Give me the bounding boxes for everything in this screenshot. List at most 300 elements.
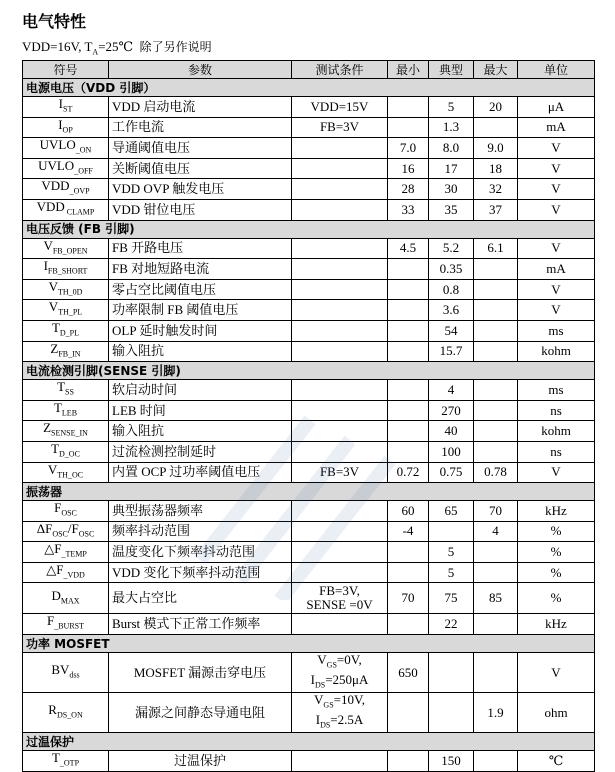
symbol-main: UVLO [39, 137, 76, 153]
min-cell [388, 279, 429, 300]
unit-cell: V [518, 653, 595, 693]
symbol-cell [23, 380, 109, 401]
conditions-cell [292, 501, 388, 522]
symbol-cell [23, 400, 109, 421]
conditions-cell: VDD=15V [292, 97, 388, 118]
parameter-cell: MOSFET 漏源击穿电压 [109, 653, 292, 693]
symbol-sub: LEB [61, 408, 78, 418]
symbol-sub: D_OC [59, 449, 80, 459]
typ-cell: 54 [429, 320, 474, 341]
unit-cell: ns [518, 400, 595, 421]
symbol-cell [23, 583, 109, 614]
typ-cell [429, 693, 474, 733]
cond-sub: A [92, 47, 99, 57]
typ-cell: 30 [429, 179, 474, 200]
symbol-main: BV [51, 661, 70, 677]
symbol-main: D [51, 587, 61, 603]
electrical-characteristics-table [22, 60, 595, 772]
conditions-cell [292, 562, 388, 583]
typ-cell: 3.6 [429, 300, 474, 321]
col-typ: 典型 [429, 61, 474, 79]
symbol-cell [23, 693, 109, 733]
symbol-main: T [57, 379, 66, 395]
typ-cell: 100 [429, 441, 474, 462]
symbol-main: Z [50, 341, 59, 356]
symbol-main: △F [46, 562, 64, 577]
parameter-cell: 输入阻抗 [109, 421, 292, 442]
symbol-cell [23, 179, 109, 200]
symbol-main: △F [44, 541, 62, 557]
unit-cell: % [518, 562, 595, 583]
unit-cell: ℃ [518, 751, 595, 772]
table-row [23, 542, 595, 563]
section-title: 过温保护 [23, 733, 595, 751]
unit-cell: kHz [518, 614, 595, 635]
typ-cell: 150 [429, 751, 474, 772]
min-cell: 70 [388, 583, 429, 614]
max-cell [474, 614, 518, 635]
parameter-cell: 频率抖动范围 [109, 521, 292, 542]
table-row [23, 614, 595, 635]
symbol-main: F [54, 500, 62, 516]
condition-sub: GS [326, 660, 337, 670]
symbol-cell [23, 562, 109, 583]
symbol-main: VDD [36, 199, 65, 214]
condition-line [295, 713, 384, 733]
table-row [23, 179, 595, 200]
table-row [23, 300, 595, 321]
min-cell [388, 300, 429, 321]
unit-cell: kohm [518, 341, 595, 362]
min-cell: 4.5 [388, 238, 429, 259]
symbol-sub: TH_OC [57, 470, 84, 480]
condition-line: FB=3V, [319, 583, 360, 599]
symbol-sub: SS [65, 387, 74, 397]
symbol-main: R [48, 702, 57, 718]
table-row [23, 320, 595, 341]
symbol-sub: FB_IN [58, 349, 81, 359]
condition-text: I [310, 671, 315, 687]
parameter-cell: 功率限制 FB 阈值电压 [109, 300, 292, 321]
table-row [23, 400, 595, 421]
typ-cell: 0.35 [429, 259, 474, 280]
symbol-cell [23, 462, 109, 483]
max-cell [474, 380, 518, 401]
condition-text: V [314, 692, 324, 708]
symbol-sub: SENSE_IN [51, 428, 88, 438]
typ-cell: 0.75 [429, 462, 474, 483]
symbol-cell [23, 751, 109, 772]
col-unit: 单位 [518, 61, 595, 79]
conditions-cell [292, 158, 388, 179]
section-header-row [23, 483, 595, 501]
section-title: 振荡器 [23, 483, 595, 501]
conditions-cell [292, 199, 388, 220]
table-row [23, 117, 595, 138]
symbol-main-2: /F [67, 521, 79, 536]
symbol-cell [23, 501, 109, 522]
conditions-cell [292, 693, 388, 733]
symbol-sub: _OFF [74, 166, 93, 176]
unit-cell: V [518, 179, 595, 200]
condition-text: =2.5A [330, 711, 364, 727]
typ-cell: 22 [429, 614, 474, 635]
typ-cell: 5.2 [429, 238, 474, 259]
condition-sub: DS [314, 680, 326, 690]
table-row [23, 501, 595, 522]
symbol-main: V [48, 279, 58, 294]
max-cell [474, 653, 518, 693]
table-row [23, 751, 595, 772]
min-cell [388, 97, 429, 118]
max-cell: 37 [474, 199, 518, 220]
parameter-cell: 温度变化下频率抖动范围 [109, 542, 292, 563]
col-conditions: 测试条件 [292, 61, 388, 79]
symbol-cell [23, 421, 109, 442]
table-row [23, 380, 595, 401]
min-cell: 7.0 [388, 138, 429, 159]
min-cell: -4 [388, 521, 429, 542]
conditions-cell [292, 300, 388, 321]
symbol-sub: FB_OPEN [52, 246, 88, 256]
symbol-cell [23, 238, 109, 259]
unit-cell: ns [518, 441, 595, 462]
max-cell: 32 [474, 179, 518, 200]
min-cell: 650 [388, 653, 429, 693]
min-cell [388, 614, 429, 635]
table-row [23, 138, 595, 159]
min-cell [388, 117, 429, 138]
symbol-main: VDD [41, 178, 70, 194]
typ-cell [429, 521, 474, 542]
max-cell [474, 279, 518, 300]
min-cell: 16 [388, 158, 429, 179]
max-cell [474, 259, 518, 280]
typ-cell [429, 653, 474, 693]
unit-cell: V [518, 238, 595, 259]
symbol-main: I [58, 96, 63, 111]
max-cell [474, 421, 518, 442]
symbol-sub: FB_SHORT [47, 266, 88, 276]
typ-cell: 5 [429, 97, 474, 118]
symbol-cell [23, 320, 109, 341]
table-row [23, 421, 595, 442]
col-parameter: 参数 [109, 61, 292, 79]
parameter-cell: 输入阻抗 [109, 341, 292, 362]
max-cell [474, 400, 518, 421]
table-row [23, 583, 595, 614]
max-cell: 6.1 [474, 238, 518, 259]
cond-note: 除了另作说明 [139, 40, 212, 54]
parameter-cell: 工作电流 [109, 117, 292, 138]
max-cell: 70 [474, 501, 518, 522]
conditions-cell [292, 542, 388, 563]
min-cell: 60 [388, 501, 429, 522]
typ-cell: 40 [429, 421, 474, 442]
min-cell [388, 259, 429, 280]
max-cell [474, 562, 518, 583]
parameter-cell: 过温保护 [109, 751, 292, 772]
symbol-sub: CLAMP [64, 207, 95, 217]
symbol-cell [23, 117, 109, 138]
symbol-sub: _ON [75, 145, 92, 155]
table-row [23, 653, 595, 693]
unit-cell: μA [518, 97, 595, 118]
conditions-cell [292, 380, 388, 401]
condition-line [295, 653, 384, 673]
max-cell: 18 [474, 158, 518, 179]
unit-cell: kohm [518, 421, 595, 442]
parameter-cell: OLP 延时触发时间 [109, 320, 292, 341]
typ-cell: 270 [429, 400, 474, 421]
table-row [23, 259, 595, 280]
symbol-main: T [53, 400, 62, 415]
symbol-cell [23, 279, 109, 300]
typ-cell: 5 [429, 562, 474, 583]
symbol-sub: TH_PL [58, 307, 83, 317]
condition-line [295, 693, 384, 713]
unit-cell: % [518, 583, 595, 614]
typ-cell: 17 [429, 158, 474, 179]
typ-cell: 0.8 [429, 279, 474, 300]
conditions-cell [292, 341, 388, 362]
max-cell: 1.9 [474, 693, 518, 733]
typ-cell: 35 [429, 199, 474, 220]
symbol-cell [23, 138, 109, 159]
unit-cell: mA [518, 259, 595, 280]
max-cell: 4 [474, 521, 518, 542]
parameter-cell: 典型振荡器频率 [109, 501, 292, 522]
min-cell: 33 [388, 199, 429, 220]
section-title: 功率 MOSFET [23, 635, 595, 653]
symbol-sub: OP [62, 125, 73, 135]
cond-prefix: VDD=16V, T [22, 39, 93, 54]
max-cell [474, 300, 518, 321]
symbol-cell [23, 521, 109, 542]
symbol-main: T [51, 441, 60, 456]
max-cell: 20 [474, 97, 518, 118]
symbol-sub: _BURST [54, 622, 85, 632]
min-cell: 28 [388, 179, 429, 200]
symbol-cell [23, 300, 109, 321]
min-cell: 0.72 [388, 462, 429, 483]
parameter-cell: Burst 模式下正常工作频率 [109, 614, 292, 635]
max-cell [474, 542, 518, 563]
symbol-sub-2: OSC [78, 529, 95, 539]
conditions-cell [292, 614, 388, 635]
unit-cell: V [518, 138, 595, 159]
section-header-row [23, 79, 595, 97]
table-row [23, 97, 595, 118]
symbol-cell [23, 259, 109, 280]
symbol-cell [23, 542, 109, 563]
symbol-cell [23, 158, 109, 179]
max-cell: 0.78 [474, 462, 518, 483]
symbol-cell [23, 653, 109, 693]
unit-cell: V [518, 158, 595, 179]
table-header-row [23, 61, 595, 79]
symbol-main: T [51, 750, 60, 766]
symbol-main: F [46, 613, 55, 629]
unit-cell: kHz [518, 501, 595, 522]
symbol-main: V [43, 238, 53, 253]
conditions-cell [292, 653, 388, 693]
symbol-cell [23, 199, 109, 220]
symbol-sub: OSC [52, 529, 68, 539]
col-symbol: 符号 [23, 61, 109, 79]
symbol-main: V [47, 462, 58, 477]
typ-cell: 65 [429, 501, 474, 522]
parameter-cell: 漏源之间静态导通电阻 [109, 693, 292, 733]
conditions-cell [292, 320, 388, 341]
symbol-cell [23, 614, 109, 635]
typ-cell: 5 [429, 542, 474, 563]
symbol-cell [23, 441, 109, 462]
parameter-cell: 零占空比阈值电压 [109, 279, 292, 300]
conditions-cell [292, 521, 388, 542]
symbol-sub: MAX [60, 596, 80, 606]
section-title: 电压反馈 (FB 引脚) [23, 220, 595, 238]
typ-cell: 15.7 [429, 341, 474, 362]
table-row [23, 693, 595, 733]
symbol-sub: _OVP [69, 186, 90, 196]
parameter-cell: 导通阈值电压 [109, 138, 292, 159]
conditions-cell: FB=3V [292, 462, 388, 483]
max-cell [474, 341, 518, 362]
parameter-cell: FB 开路电压 [109, 238, 292, 259]
unit-cell: % [518, 542, 595, 563]
symbol-sub: ST [63, 104, 73, 114]
section-title: 电流检测引脚(SENSE 引脚) [23, 362, 595, 380]
table-row [23, 279, 595, 300]
symbol-main: Z [43, 420, 52, 436]
section-header-row [23, 635, 595, 653]
conditions-cell [292, 583, 388, 614]
typ-cell: 4 [429, 380, 474, 401]
parameter-cell: FB 对地短路电流 [109, 259, 292, 280]
typ-cell: 75 [429, 583, 474, 614]
condition-text: =0V, [336, 652, 362, 668]
condition-text: I [315, 711, 321, 727]
min-cell [388, 320, 429, 341]
table-row [23, 238, 595, 259]
conditions-cell [292, 238, 388, 259]
symbol-main: V [48, 299, 59, 315]
max-cell: 9.0 [474, 138, 518, 159]
section-header-row [23, 362, 595, 380]
section-header-row [23, 220, 595, 238]
min-cell [388, 341, 429, 362]
condition-sub: DS [320, 720, 331, 730]
conditions-cell [292, 179, 388, 200]
col-max: 最大 [474, 61, 518, 79]
unit-cell: V [518, 199, 595, 220]
typ-cell: 1.3 [429, 117, 474, 138]
conditions-cell [292, 421, 388, 442]
symbol-main: I [58, 117, 63, 132]
min-cell [388, 421, 429, 442]
max-cell [474, 441, 518, 462]
max-cell [474, 751, 518, 772]
symbol-sub: DS_ON [56, 710, 83, 720]
min-cell [388, 693, 429, 733]
parameter-cell: VDD 启动电流 [109, 97, 292, 118]
table-row [23, 462, 595, 483]
symbol-sub: OSC [61, 508, 77, 518]
table-row [23, 441, 595, 462]
conditions-cell [292, 279, 388, 300]
col-min: 最小 [388, 61, 429, 79]
section-title: 电源电压（VDD 引脚） [23, 79, 595, 97]
parameter-cell: VDD 钳位电压 [109, 199, 292, 220]
table-row [23, 562, 595, 583]
parameter-cell: VDD 变化下频率抖动范围 [109, 562, 292, 583]
parameter-cell: VDD OVP 触发电压 [109, 179, 292, 200]
conditions-cell [292, 400, 388, 421]
table-row [23, 199, 595, 220]
unit-cell: V [518, 300, 595, 321]
condition-text: =10V, [333, 692, 365, 708]
parameter-cell: 过流检测控制延时 [109, 441, 292, 462]
parameter-cell: 最大占空比 [109, 583, 292, 614]
min-cell [388, 380, 429, 401]
condition-line: SENSE =0V [306, 597, 373, 613]
conditions-cell [292, 259, 388, 280]
symbol-sub: _OTP [59, 759, 80, 769]
symbol-sub: TH_0D [57, 287, 83, 297]
min-cell [388, 542, 429, 563]
unit-cell: V [518, 279, 595, 300]
min-cell [388, 400, 429, 421]
test-conditions [22, 38, 212, 57]
table-body [23, 79, 595, 772]
parameter-cell: 内置 OCP 过功率阈值电压 [109, 462, 292, 483]
cond-suffix: =25℃ [98, 39, 134, 54]
condition-sub: GS [323, 700, 334, 710]
parameter-cell: 关断阈值电压 [109, 158, 292, 179]
parameter-cell: 软启动时间 [109, 380, 292, 401]
conditions-cell [292, 441, 388, 462]
condition-text: V [317, 652, 327, 668]
unit-cell: ohm [518, 693, 595, 733]
unit-cell: ms [518, 380, 595, 401]
conditions-cell: FB=3V [292, 117, 388, 138]
symbol-main: T [51, 320, 60, 335]
condition-line [295, 673, 384, 693]
symbol-cell [23, 341, 109, 362]
table-row [23, 521, 595, 542]
symbol-sub: _TEMP [61, 549, 87, 559]
symbol-main: UVLO [38, 158, 75, 173]
unit-cell: mA [518, 117, 595, 138]
table-row [23, 158, 595, 179]
symbol-cell [23, 97, 109, 118]
unit-cell: ms [518, 320, 595, 341]
max-cell [474, 320, 518, 341]
max-cell [474, 117, 518, 138]
page-title: 电气特性 [22, 12, 87, 31]
conditions-cell [292, 751, 388, 772]
symbol-sub: _VDD [63, 570, 85, 580]
min-cell [388, 562, 429, 583]
parameter-cell: LEB 时间 [109, 400, 292, 421]
symbol-main: I [43, 258, 48, 274]
symbol-sub: dss [69, 670, 80, 680]
condition-text: =250μA [325, 671, 369, 687]
symbol-main: ΔF [36, 521, 53, 536]
min-cell [388, 751, 429, 772]
unit-cell: V [518, 462, 595, 483]
